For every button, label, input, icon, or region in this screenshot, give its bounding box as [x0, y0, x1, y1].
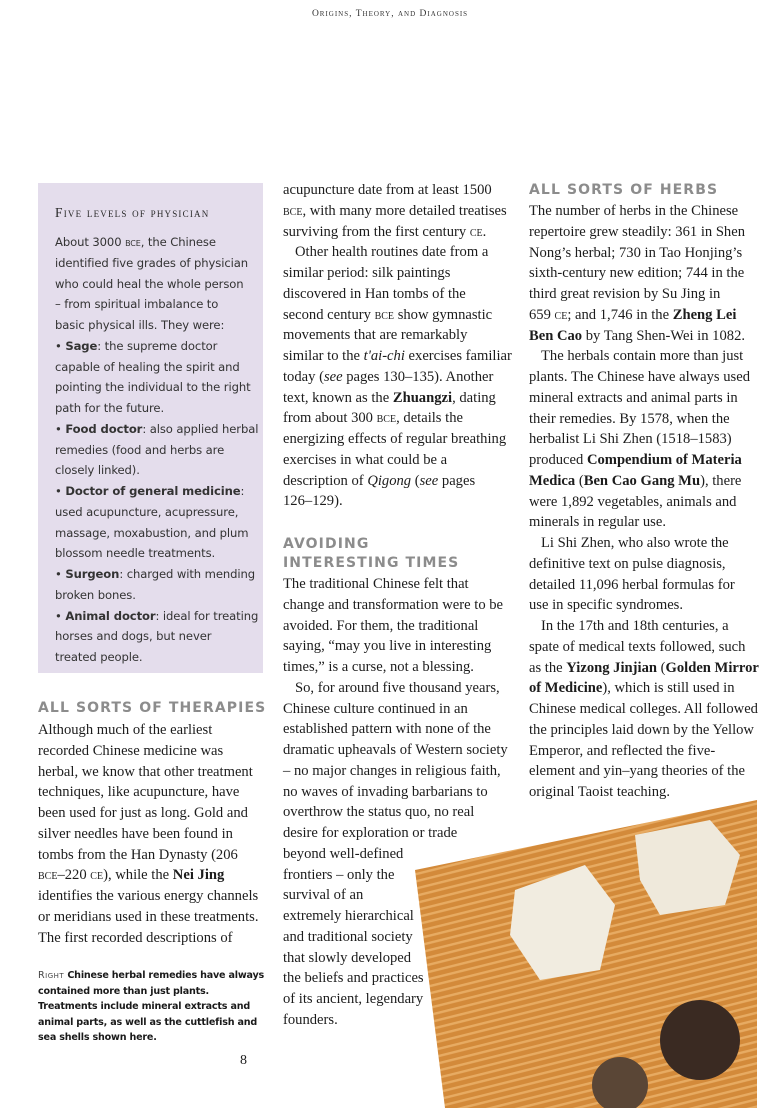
text-line: [283, 471, 512, 492]
bold-term: Compendium of Materia: [586, 452, 742, 468]
text-run: : ideal for treating: [155, 608, 259, 623]
text-run: pages 130–135). Another: [342, 368, 494, 385]
text-run: , the Chinese: [140, 235, 216, 249]
text-run: from about 300: [283, 410, 377, 427]
text-line: [55, 377, 258, 398]
text-line: [55, 481, 258, 502]
text-run: The first recorded descriptions of: [38, 929, 233, 946]
heading-avoiding-line2: INTERESTING TIMES: [283, 554, 460, 571]
text-run: •: [55, 484, 66, 498]
text-run: 126–129).: [283, 493, 343, 510]
sidebar-title: Five levels of physician: [55, 205, 210, 220]
text-line: [55, 357, 258, 378]
text-line: [283, 388, 512, 409]
text-run: as the: [529, 659, 567, 676]
text-line: [55, 232, 258, 253]
text-run: change and transformation were to be: [283, 596, 504, 613]
text-run: basic physical ills. They were:: [55, 318, 225, 332]
text-run: dramatic upheavals of Western society: [283, 742, 508, 758]
herbal-remedies-photo: [410, 795, 780, 1108]
small-caps-term: bce: [38, 868, 58, 884]
text-line: [55, 502, 258, 523]
text-line: [38, 824, 258, 845]
text-run: times,” is a curse, not a blessing.: [283, 659, 474, 675]
text-run: identifies the various energy channels: [38, 888, 259, 904]
right-column-text: [529, 201, 759, 803]
text-run: broken bones.: [55, 587, 136, 602]
text-line: [529, 305, 759, 326]
bold-term: Yizong Jinjian: [566, 659, 657, 676]
text-line: [55, 419, 258, 440]
sea-shell-1: [660, 1000, 740, 1080]
text-line: [283, 740, 508, 761]
text-run: spate of medical texts followed, such: [529, 638, 746, 655]
bold-term: Medica: [529, 472, 576, 489]
text-line: [38, 762, 258, 783]
text-run: used acupuncture, acupressure,: [55, 504, 239, 519]
text-run: In the 17th and 18th centuries, a: [541, 618, 729, 634]
text-line: [55, 543, 258, 564]
text-line: [283, 719, 508, 740]
text-line: [38, 928, 258, 949]
text-line: [55, 253, 258, 274]
text-run: , with many more detailed treatises: [302, 202, 507, 219]
text-line: [529, 678, 759, 699]
text-line: [38, 803, 258, 824]
text-run: sixth-century new edition; 744 in the: [529, 265, 745, 282]
text-run: , details the: [396, 410, 463, 427]
text-run: element and yin–yang theories of the: [529, 763, 745, 780]
text-run: today (: [283, 368, 324, 385]
bold-term: Golden Mirror: [665, 659, 759, 676]
small-caps-term: ce: [554, 307, 568, 323]
text-run: herbalist Li Shi Zhen (1518–1583): [529, 431, 732, 448]
text-run: discovered in Han tombs of the: [283, 285, 466, 302]
text-run: Although much of the earliest: [38, 722, 213, 738]
text-run: produced: [529, 452, 587, 468]
text-run: show gymnastic: [394, 306, 493, 323]
text-line: [283, 284, 512, 305]
small-caps-term: ce: [469, 224, 483, 240]
text-run: second century: [283, 306, 375, 323]
text-run: recorded Chinese medicine was: [38, 742, 224, 759]
text-run: ), which is still used in: [602, 680, 735, 697]
text-run: tombs from the Han Dynasty (206: [38, 846, 238, 863]
text-line: [529, 616, 759, 637]
text-run: extremely hierarchical: [283, 908, 414, 924]
text-run: pointing the individual to the right: [55, 380, 251, 395]
text-line: [529, 699, 759, 720]
text-line: [283, 429, 512, 450]
text-run: who could heal the whole person: [55, 276, 244, 291]
text-run: •: [55, 608, 66, 623]
text-run: blossom needle treatments.: [55, 546, 216, 561]
text-line: [529, 201, 759, 222]
text-line: [529, 720, 759, 741]
text-run: the beliefs and practices: [283, 970, 424, 987]
bold-term: Ben Cao: [529, 327, 583, 344]
text-line: [55, 460, 258, 481]
text-run: similar period: silk paintings: [283, 265, 451, 281]
text-line: [283, 657, 508, 678]
text-run: ; and 1,746 in the: [567, 306, 673, 323]
text-run: ), there: [700, 472, 742, 489]
heading-avoiding: [283, 535, 459, 572]
bold-term: Doctor of general medicine: [65, 484, 241, 498]
text-line: [55, 315, 258, 336]
text-run: and traditional society: [283, 928, 413, 945]
caption-label: Right: [38, 970, 65, 981]
text-run: Other health routines date from a: [295, 244, 489, 261]
text-line: [283, 242, 512, 263]
text-line: [283, 222, 512, 243]
text-line: [529, 222, 759, 243]
text-line: [529, 471, 759, 492]
heading-avoiding-line1: AVOIDING: [283, 536, 370, 552]
text-run: exercises in what could be a: [283, 451, 448, 468]
bold-term: Zhuangzi: [392, 389, 453, 406]
italic-term: see: [419, 472, 439, 489]
page-number: 8: [240, 1053, 247, 1068]
text-run: surviving from the first century: [283, 223, 470, 240]
text-line: [529, 367, 759, 388]
text-run: 659: [529, 306, 555, 323]
text-line: [283, 491, 512, 512]
text-run: description of: [283, 472, 368, 489]
text-run: similar to the: [283, 348, 364, 364]
bold-term: Nei Jing: [172, 867, 225, 884]
text-run: by Tang Shen-Wei in 1082.: [582, 327, 746, 344]
text-line: [283, 636, 508, 657]
text-line: [283, 699, 508, 720]
small-caps-term: bce: [125, 236, 141, 249]
text-run: herbal, we know that other treatment: [38, 763, 253, 780]
text-run: definitive text on pulse diagnosis,: [529, 555, 726, 572]
text-line: [529, 409, 759, 430]
text-line: [529, 388, 759, 409]
text-run: beyond well-defined: [283, 845, 404, 862]
text-run: minerals in regular use.: [529, 514, 666, 531]
text-run: acupuncture date from at least 1500: [283, 182, 492, 198]
photo-caption: [38, 968, 268, 1046]
text-run: desire for exploration or trade: [283, 825, 458, 841]
text-line: [529, 595, 759, 616]
text-line: [283, 325, 512, 346]
heading-herbs: ALL SORTS OF HERBS: [529, 182, 719, 198]
text-line: [529, 554, 759, 575]
bold-term: Food doctor: [65, 421, 143, 436]
text-run: Li Shi Zhen, who also wrote the: [541, 535, 729, 551]
text-run: •: [55, 567, 66, 581]
text-run: been used for just as long. Gold and: [38, 805, 248, 821]
text-run: the principles laid down by the Yellow: [529, 721, 754, 738]
text-line: [38, 782, 258, 803]
text-line: [283, 367, 512, 388]
text-run: were 1,892 vegetables, animals and: [529, 493, 737, 510]
bold-term: Ben Cao Gang Mu: [583, 472, 701, 489]
text-run: mineral extracts and animal parts in: [529, 389, 738, 406]
text-run: of its ancient, legendary: [283, 991, 424, 1007]
text-line: [283, 678, 508, 699]
text-run: third great revision by Su Jing in: [529, 286, 721, 302]
text-line: [55, 440, 258, 461]
text-run: Chinese medical colleges. All followed: [529, 701, 758, 717]
text-line: [283, 346, 512, 367]
small-caps-term: ce: [90, 868, 104, 884]
bold-term: Zheng Lei: [672, 306, 737, 323]
text-run: –220: [57, 867, 91, 884]
text-line: [529, 492, 759, 513]
text-line: [55, 294, 258, 315]
text-line: [529, 512, 759, 533]
text-line: [529, 761, 759, 782]
text-line: [283, 263, 512, 284]
text-line: [283, 616, 508, 637]
text-line: [283, 450, 512, 471]
text-run: – no major changes in religious faith,: [283, 762, 501, 779]
text-run: .: [482, 223, 487, 240]
text-run: The traditional Chinese felt that: [283, 576, 469, 592]
text-run: The number of herbs in the Chinese: [529, 203, 739, 219]
text-line: [55, 274, 258, 295]
text-run: treated people.: [55, 650, 143, 664]
text-line: [55, 626, 258, 647]
text-line: [38, 907, 258, 928]
text-run: that slowly developed: [283, 949, 412, 966]
text-run: ), while the: [103, 867, 173, 884]
text-run: So, for around five thousand years,: [295, 679, 500, 696]
text-run: survival of an: [283, 887, 364, 904]
text-run: , dating: [452, 389, 496, 406]
text-line: [283, 408, 512, 429]
text-line: [283, 595, 508, 616]
text-run: : also applied herbal: [142, 421, 259, 436]
text-line: [55, 606, 258, 627]
text-line: [529, 658, 759, 679]
text-run: overthrow the status quo, no real: [283, 804, 475, 821]
text-line: [529, 326, 759, 347]
middle-column-text-top: [283, 180, 512, 512]
text-run: plants. The Chinese have always used: [529, 369, 751, 385]
text-run: saying, “may you live in interesting: [283, 638, 492, 655]
text-run: techniques, like acupuncture, have: [38, 784, 240, 801]
text-line: [529, 429, 759, 450]
text-line: [55, 523, 258, 544]
bold-term: Surgeon: [65, 567, 120, 581]
text-run: their remedies. By 1578, when the: [529, 410, 730, 427]
text-line: [283, 180, 512, 201]
text-run: detailed 11,096 herbal formulas for: [529, 576, 735, 593]
text-line: [38, 845, 258, 866]
text-line: [529, 263, 759, 284]
text-run: : charged with mending: [119, 567, 256, 581]
text-run: pages: [438, 472, 476, 489]
text-run: exercises familiar: [404, 348, 512, 364]
text-run: silver needles have been found in: [38, 825, 233, 842]
text-line: [529, 284, 759, 305]
running-head: Origins, Theory, and Diagnosis: [311, 9, 469, 19]
italic-term: see: [323, 368, 343, 385]
text-line: [38, 720, 258, 741]
text-run: founders.: [283, 1011, 338, 1028]
text-line: [38, 886, 258, 907]
small-caps-term: bce: [376, 411, 397, 427]
text-line: [55, 647, 258, 668]
text-run: – from spiritual imbalance to: [55, 297, 219, 312]
text-run: movements that are remarkably: [283, 327, 468, 344]
text-run: frontiers – only the: [283, 866, 395, 883]
text-run: (: [411, 472, 420, 489]
text-line: [55, 564, 258, 585]
text-run: closely linked).: [55, 463, 140, 478]
text-run: massage, moxabustion, and plum: [55, 525, 249, 540]
text-line: [529, 741, 759, 762]
text-line: [529, 243, 759, 264]
text-line: [55, 336, 258, 357]
text-run: Nong’s herbal; 730 in Tao Honjing’s: [529, 244, 743, 261]
text-run: Emperor, and reflected the five-: [529, 742, 716, 759]
text-run: path for the future.: [55, 401, 165, 415]
text-run: text, known as the: [283, 389, 393, 406]
text-run: (: [656, 659, 666, 676]
bold-term: Sage: [65, 338, 98, 353]
text-line: [38, 865, 258, 886]
text-run: •: [55, 421, 66, 436]
text-run: original Taoist teaching.: [529, 784, 670, 800]
text-run: capable of healing the spirit and: [55, 359, 240, 374]
text-line: [283, 201, 512, 222]
small-caps-term: bce: [374, 307, 395, 323]
bold-term: Animal doctor: [65, 608, 156, 623]
text-run: •: [55, 338, 66, 353]
text-line: [38, 741, 258, 762]
text-run: :: [240, 484, 245, 498]
italic-term: Qigong: [367, 472, 412, 489]
text-run: identified five grades of physician: [55, 255, 248, 270]
text-run: About 3000: [55, 235, 126, 249]
sidebar-text: [55, 232, 258, 668]
text-line: [529, 533, 759, 554]
caption-text: Chinese herbal remedies have always contained more than just plants. Treatments include mineral extracts and animal parts, as well as the cuttlefish and sea shells shown here.: [38, 970, 265, 1043]
text-run: The herbals contain more than just: [541, 348, 744, 365]
heading-therapies: ALL SORTS OF THERAPIES: [38, 700, 267, 716]
text-run: use in specific syndromes.: [529, 597, 684, 614]
text-run: no waves of invading barbarians to: [283, 783, 488, 800]
text-line: [55, 398, 258, 419]
text-line: [529, 637, 759, 658]
text-run: avoided. For them, the traditional: [283, 617, 479, 634]
text-run: remedies (food and herbs are: [55, 442, 225, 457]
text-run: horses and dogs, but never: [55, 629, 212, 644]
text-run: Chinese culture continued in an: [283, 700, 468, 717]
text-line: [55, 585, 258, 606]
text-line: [529, 346, 759, 367]
text-run: energizing effects of regular breathing: [283, 431, 507, 447]
text-line: [529, 450, 759, 471]
text-line: [283, 761, 508, 782]
text-line: [283, 574, 508, 595]
text-run: repertoire grew steadily: 361 in Shen: [529, 223, 746, 240]
text-run: (: [575, 472, 584, 489]
text-line: [283, 305, 512, 326]
text-run: established pattern with none of the: [283, 721, 491, 738]
text-line: [529, 575, 759, 596]
text-run: : the supreme doctor: [97, 338, 218, 353]
left-column-text: [38, 720, 258, 948]
text-run: or meridians used in these treatments.: [38, 908, 259, 925]
italic-term: t'ai-chi: [363, 348, 405, 364]
small-caps-term: bce: [283, 203, 303, 219]
bold-term: of Medicine: [529, 680, 603, 697]
